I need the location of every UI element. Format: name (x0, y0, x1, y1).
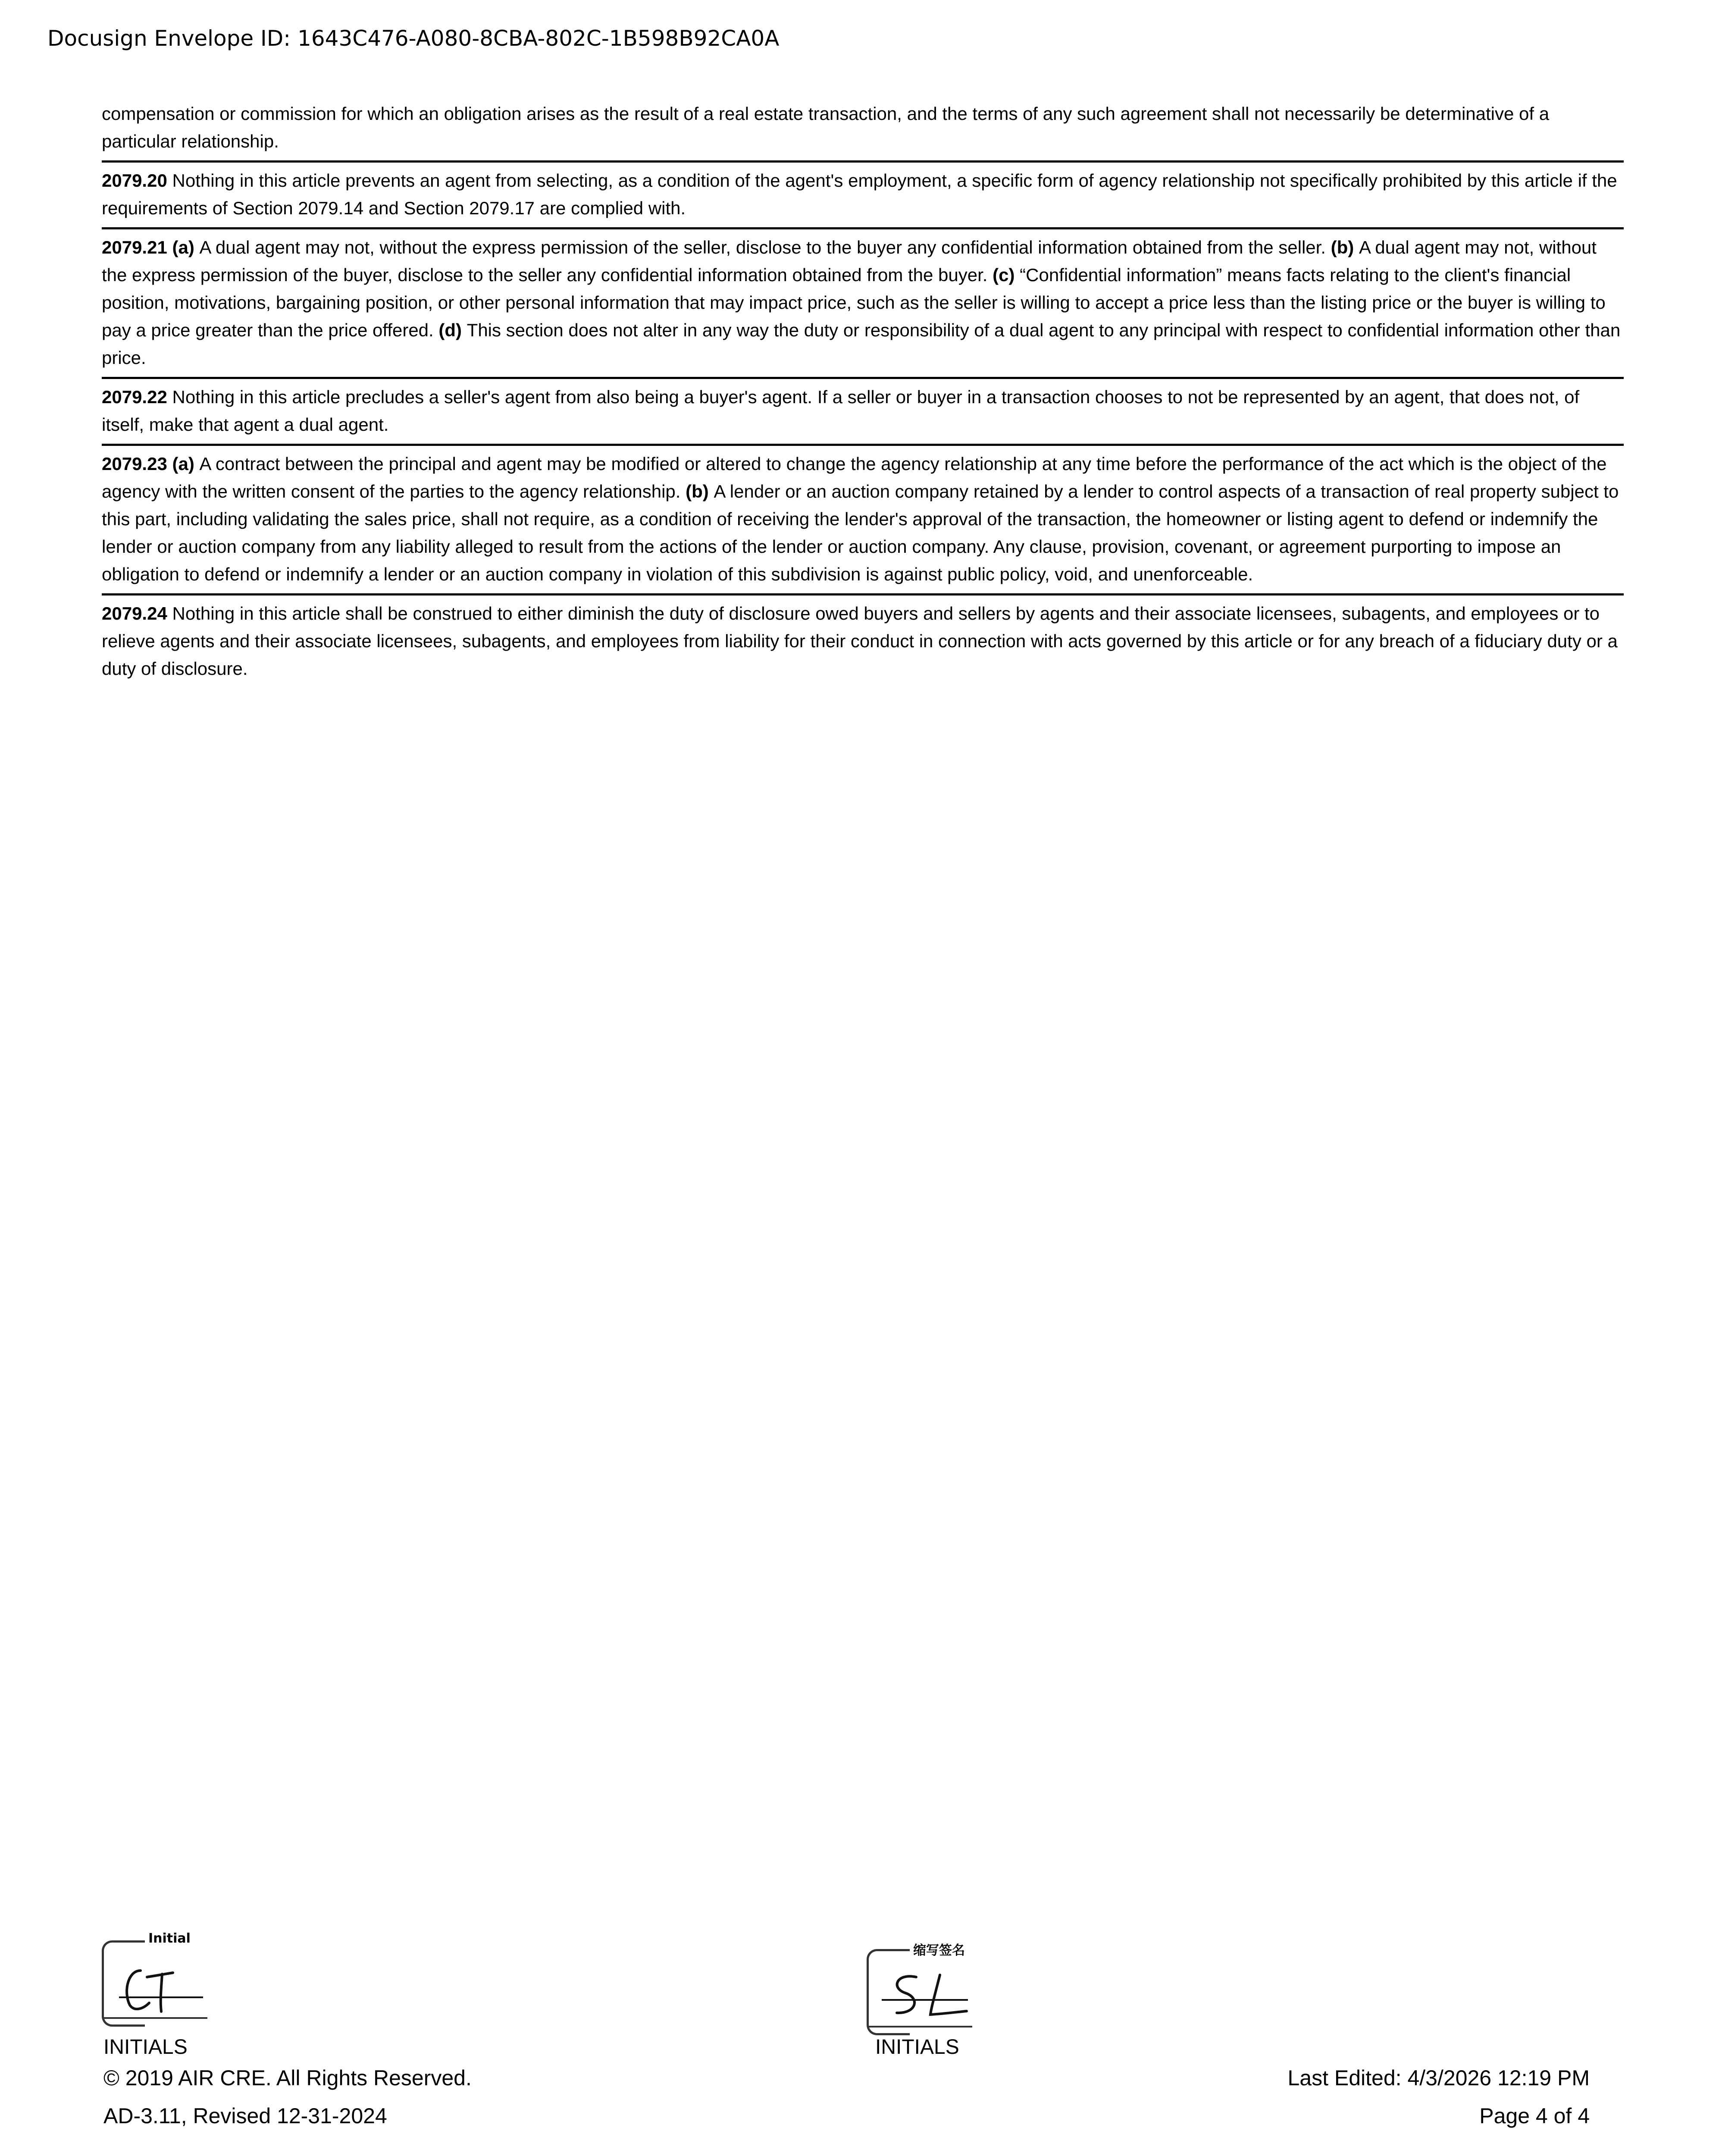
section-2079-22 (102, 379, 1624, 446)
subsection-text: A dual agent may not, without the express permission of the seller, disclose to the buyer any confidential information obtained from the seller. (199, 237, 1331, 257)
subsection-text: A contract between the principal and agent may be modified or altered to change the agency relationship at any time before the performance of the act which is the object of the agency with the written consent of the parties to the agency relationship. (102, 454, 1607, 501)
initials-underline (869, 2026, 972, 2028)
section-2079-21 (102, 229, 1624, 379)
subsection-label: (a) (172, 454, 200, 474)
subsection-text: A lender or an auction company retained by a lender to control aspects of a transaction of real property subject to this part, including validating the sales price, shall not require, as a condition of receiving the lender's approval of the transaction, the homeowner or listing agent to defend or indemnify the lender or auction company from any liability alleged to result from the actions of the lender or auction company. Any clause, provision, covenant, or agreement purporting to impose an obligation to defend or indemnify a lender or an auction company in violation of this subdivision is against public policy, void, and unenforceable. (102, 481, 1619, 584)
initials-field-right[interactable] (867, 1943, 970, 2035)
envelope-id: Docusign Envelope ID: 1643C476-A080-8CBA-802C-1B598B92CA0A (47, 26, 780, 51)
paragraph-text: Nothing in this article precludes a seller's agent from also being a buyer's agent. If a seller or buyer in a transaction chooses to not be represented by an agent, that does not, of itself, make that agent a dual agent. (102, 387, 1580, 435)
section-2079-23 (102, 446, 1624, 595)
subsection-label: (b) (686, 481, 714, 501)
subsection-label: (d) (438, 320, 467, 340)
page-number: Page 4 of 4 (1479, 2104, 1590, 2128)
section-number: 2079.20 (102, 170, 172, 191)
subsection-label: (a) (172, 237, 200, 257)
section-number: 2079.24 (102, 603, 172, 624)
copyright: © 2019 AIR CRE. All Rights Reserved. (103, 2066, 472, 2090)
last-edited: Last Edited: 4/3/2026 12:19 PM (1287, 2066, 1590, 2090)
initials-label-left: INITIALS (103, 2036, 188, 2059)
subsection-label: (b) (1331, 237, 1359, 257)
initials-tag: 缩写签名 (913, 1943, 965, 1958)
subsection-text: A dual agent may not, without the express permission of the buyer, disclose to the seller any confidential information obtained from the buyer. (102, 237, 1597, 285)
initials-topline (892, 1949, 910, 1951)
initials-underline (104, 2017, 207, 2019)
initials-topline (128, 1940, 145, 1943)
subsection-text: “Confidential information” means facts relating to the client's financial position, motivations, bargaining position, or other personal information that may impact price, such as the seller is willing to accept a price less than the listing price or the buyer is willing to pay a price greater than the price offered. (102, 265, 1606, 340)
paragraph-text: Nothing in this article shall be construed to either diminish the duty of disclosure owed buyers and sellers by agents and their associate licensees, subagents, and employees or to relieve agents and their associate licensees, subagents, and employees from liability for their conduct in connection with acts governed by this article or for any breach of a fiduciary duty or a duty of disclosure. (102, 603, 1618, 679)
signature-initials-sl (875, 1966, 970, 2027)
paragraph-text: Nothing in this article prevents an agent from selecting, as a condition of the agent's employment, a specific form of agency relationship not specifically prohibited by this article if the requirements of Section 2079.14 and Section 2079.17 are complied with. (102, 170, 1617, 218)
section-2079-24 (102, 595, 1624, 688)
section-number: 2079.22 (102, 387, 172, 407)
subsection-label: (c) (993, 265, 1020, 285)
initials-tag: Initial (148, 1931, 191, 1946)
form-id: AD-3.11, Revised 12-31-2024 (103, 2104, 387, 2128)
section-number: 2079.21 (102, 237, 172, 257)
initials-field-left[interactable] (102, 1931, 205, 2027)
signature-initials-ct (110, 1958, 205, 2018)
paragraph-continuation (102, 100, 1624, 163)
document-body (102, 100, 1624, 688)
initials-label-right: INITIALS (875, 2036, 959, 2059)
section-number: 2079.23 (102, 454, 172, 474)
section-2079-20 (102, 163, 1624, 229)
paragraph-text: compensation or commission for which an obligation arises as the result of a real estate transaction, and the terms of any such agreement shall not necessarily be determinative of a particular relationship. (102, 103, 1550, 151)
subsection-text: This section does not alter in any way the duty or responsibility of a dual agent to any principal with respect to confidential information other than price. (102, 320, 1621, 368)
